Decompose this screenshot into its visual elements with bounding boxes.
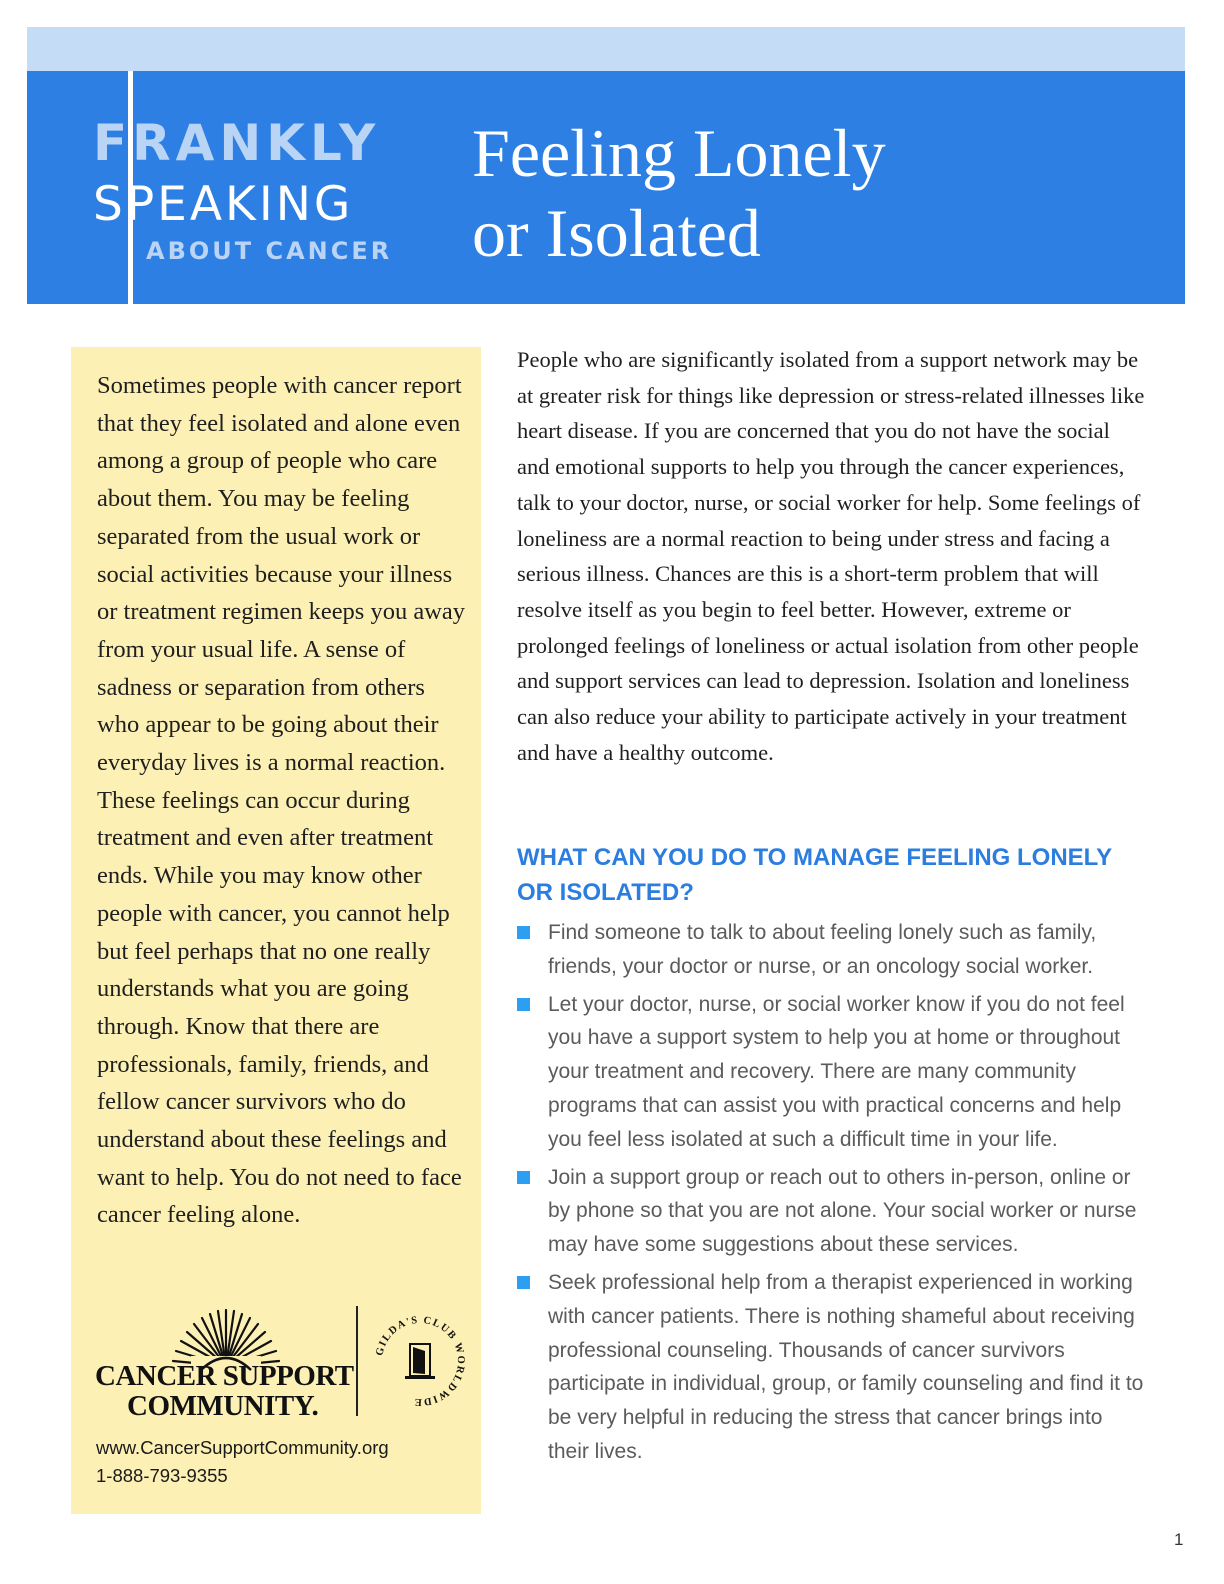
page-title (472, 113, 886, 273)
header-top-strip (27, 27, 1185, 71)
section-heading: WHAT CAN YOU DO TO MANAGE FEELING LONELY OR ISOLATED? (517, 844, 1112, 906)
sidebar-text: Sometimes people with cancer report that they feel isolated and alone even among a group of people who care about them. You may be feeling separated from the usual work or social activities because your illness or treatment regimen keeps you away from your usual life. A sense of sadness or separation from others who appear to be going about their everyday lives is a normal reaction. These feelings can occur during treatment and even after treatment ends. While you may know other people with cancer, you cannot help but feel perhaps that no one really understands what you are going through. Know that there are professionals, family, friends, and fellow cancer survivors who do understand about these feelings and want to help. You do not need to face cancer feeling alone. (97, 372, 466, 1229)
org-name-line-2: COMMUNITY. (127, 1390, 319, 1422)
list-item (517, 1266, 1147, 1469)
list-item (517, 1161, 1147, 1262)
tips-list (517, 916, 1147, 1473)
logo-line-frankly: FRANKLY (93, 114, 381, 172)
bullet-square-icon (517, 1276, 530, 1289)
gildas-club-emblem (365, 1306, 475, 1416)
bullet-square-icon (517, 1171, 530, 1184)
list-item-text: Seek professional help from a therapist experienced in working with cancer patients. There is nothing shameful about receiving professional counseling. Thousands of cancer survivors participate in individual, group, or family counseling and find it to be very helpful in reducing the stress that cancer brings into their lives. (548, 1270, 1144, 1463)
partner-logo-text: GILDA'S CLUB WORLDWIDE (374, 1314, 467, 1408)
list-item-text: Find someone to talk to about feeling lonely such as family, friends, your doctor or nurse, or an oncology social worker. (548, 921, 1097, 978)
page-number: 1 (1174, 1530, 1184, 1549)
logo-line-speaking: SPEAKING (93, 177, 354, 232)
bullet-square-icon (517, 926, 530, 939)
website-link[interactable]: www.CancerSupportCommunity.org (96, 1437, 389, 1458)
phone-number: 1-888-793-9355 (96, 1465, 228, 1486)
list-item-text: Let your doctor, nurse, or social worker know if you do not feel you have a support system to help you at home or throughout your treatment and recovery. There are many community programs that can assist you with practical concerns and help you feel less isolated at such a difficult time in your life. (548, 992, 1125, 1151)
cancer-support-community-logo (93, 1302, 488, 1422)
list-item (517, 988, 1147, 1157)
intro-paragraph: People who are significantly isolated from a support network may be at greater risk for things like depression or stress-related illnesses like heart disease. If you are concerned that you do not have the social and emotional supports to help you through the cancer experiences, talk to your doctor, nurse, or social worker for help. Some feelings of loneliness are a normal reaction to being under stress and facing a serious illness. Chances are this is a short-term problem that will resolve itself as you begin to feel better. However, extreme or prolonged feelings of loneliness or actual isolation from other people and support services can lead to depression. Isolation and loneliness can also reduce your ability to participate actively in your treatment and have a healthy outcome. (517, 347, 1145, 765)
list-item-text: Join a support group or reach out to others in-person, online or by phone so that you are not alone. Your social worker or nurse may have some suggestions about these services. (548, 1165, 1137, 1257)
title-line-2: or Isolated (472, 195, 761, 271)
title-line-1: Feeling Lonely (472, 115, 886, 191)
logo-divider (356, 1306, 358, 1416)
list-item (517, 916, 1147, 984)
logo-line-about-cancer: ABOUT CANCER (146, 237, 393, 265)
bullet-square-icon (517, 998, 530, 1011)
org-name-line-1: CANCER SUPPORT (95, 1360, 354, 1392)
